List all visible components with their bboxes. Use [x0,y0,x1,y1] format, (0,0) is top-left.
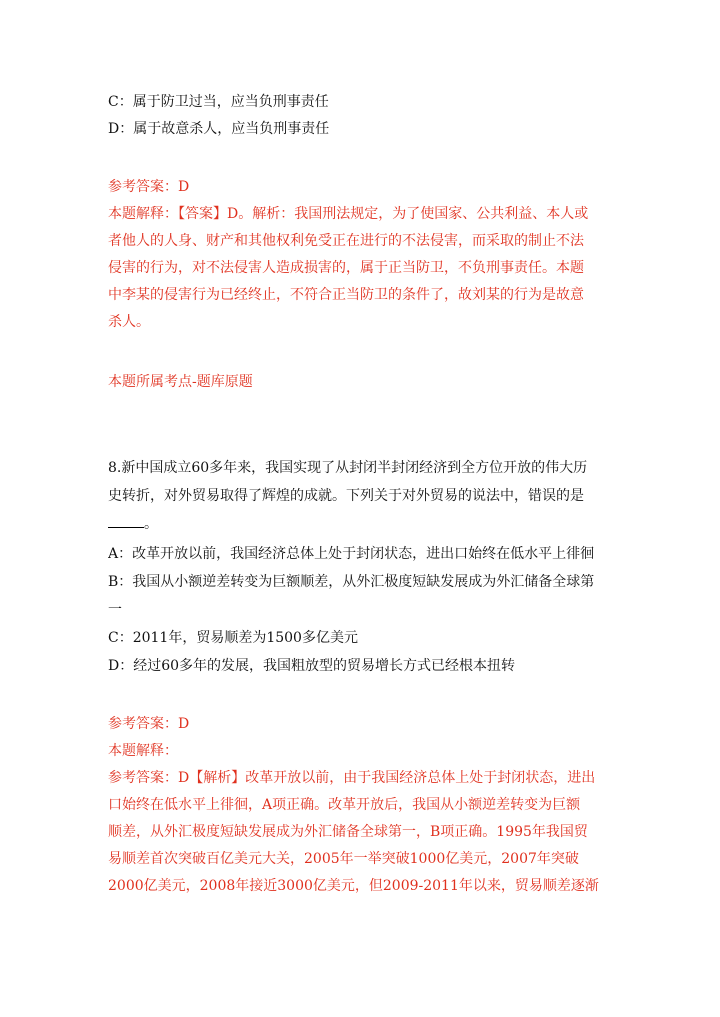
q8-explanation-line-3: 顺差，从外汇极度短缺发展成为外汇储备全球第一，B项正确。1995年我国贸 [108,824,588,840]
q8-answer: 参考答案：D [108,716,190,732]
q7-topic: 本题所属考点-题库原题 [108,374,253,390]
q7-answer: 参考答案：D [108,179,190,195]
q8-explanation-line-4: 易顺差首次突破百亿美元大关，2005年一举突破1000亿美元，2007年突破 [108,851,579,867]
answer-blank [108,513,144,528]
q8-stem-line-2: 史转折，对外贸易取得了辉煌的成就。下列关于对外贸易的说法中，错误的是 [108,488,584,504]
q8-option-b-line-2: 一 [108,602,122,618]
q8-explanation-label: 本题解释： [108,743,178,759]
q8-explanation-line-1: 参考答案：D【解析】改革开放以前，由于我国经济总体上处于封闭状态，进出 [108,770,596,786]
q8-option-c: C：2011年，贸易顺差为1500多亿美元 [108,630,358,646]
q8-explanation-line-2: 口始终在低水平上徘徊，A项正确。改革开放后，我国从小额逆差转变为巨额 [108,797,581,813]
q7-explanation-line-5: 杀人。 [108,314,150,330]
q8-stem-end: 。 [144,516,158,532]
q7-explanation-line-1: 本题解释：【答案】D。解析：我国刑法规定，为了使国家、公共利益、本人或 [108,206,589,222]
q8-stem-line-1: 8.新中国成立60多年来，我国实现了从封闭半封闭经济到全方位开放的伟大历 [108,460,588,476]
q7-explanation-line-4: 中李某的侵害行为已经终止，不符合正当防卫的条件了，故刘某的行为是故意 [108,287,584,303]
q8-stem-line-3 [108,513,618,535]
q8-option-d: D：经过60多年的发展，我国粗放型的贸易增长方式已经根本扭转 [108,658,516,674]
q7-option-c: C：属于防卫过当，应当负刑事责任 [108,94,329,110]
q8-option-a: A：改革开放以前，我国经济总体上处于封闭状态，进出口始终在低水平上徘徊 [108,546,595,562]
q7-explanation-line-2: 者他人的人身、财产和其他权利免受正在进行的不法侵害，而采取的制止不法 [108,233,584,249]
q7-explanation-line-3: 侵害的行为，对不法侵害人造成损害的，属于正当防卫，不负刑事责任。本题 [108,260,584,276]
q8-option-b-line-1: B：我国从小额逆差转变为巨额顺差，从外汇极度短缺发展成为外汇储备全球第 [108,574,595,590]
q7-option-d: D：属于故意杀人，应当负刑事责任 [108,121,330,137]
q8-explanation-line-5: 2000亿美元，2008年接近3000亿美元，但2009-2011年以来，贸易顺差逐渐 [108,878,599,894]
